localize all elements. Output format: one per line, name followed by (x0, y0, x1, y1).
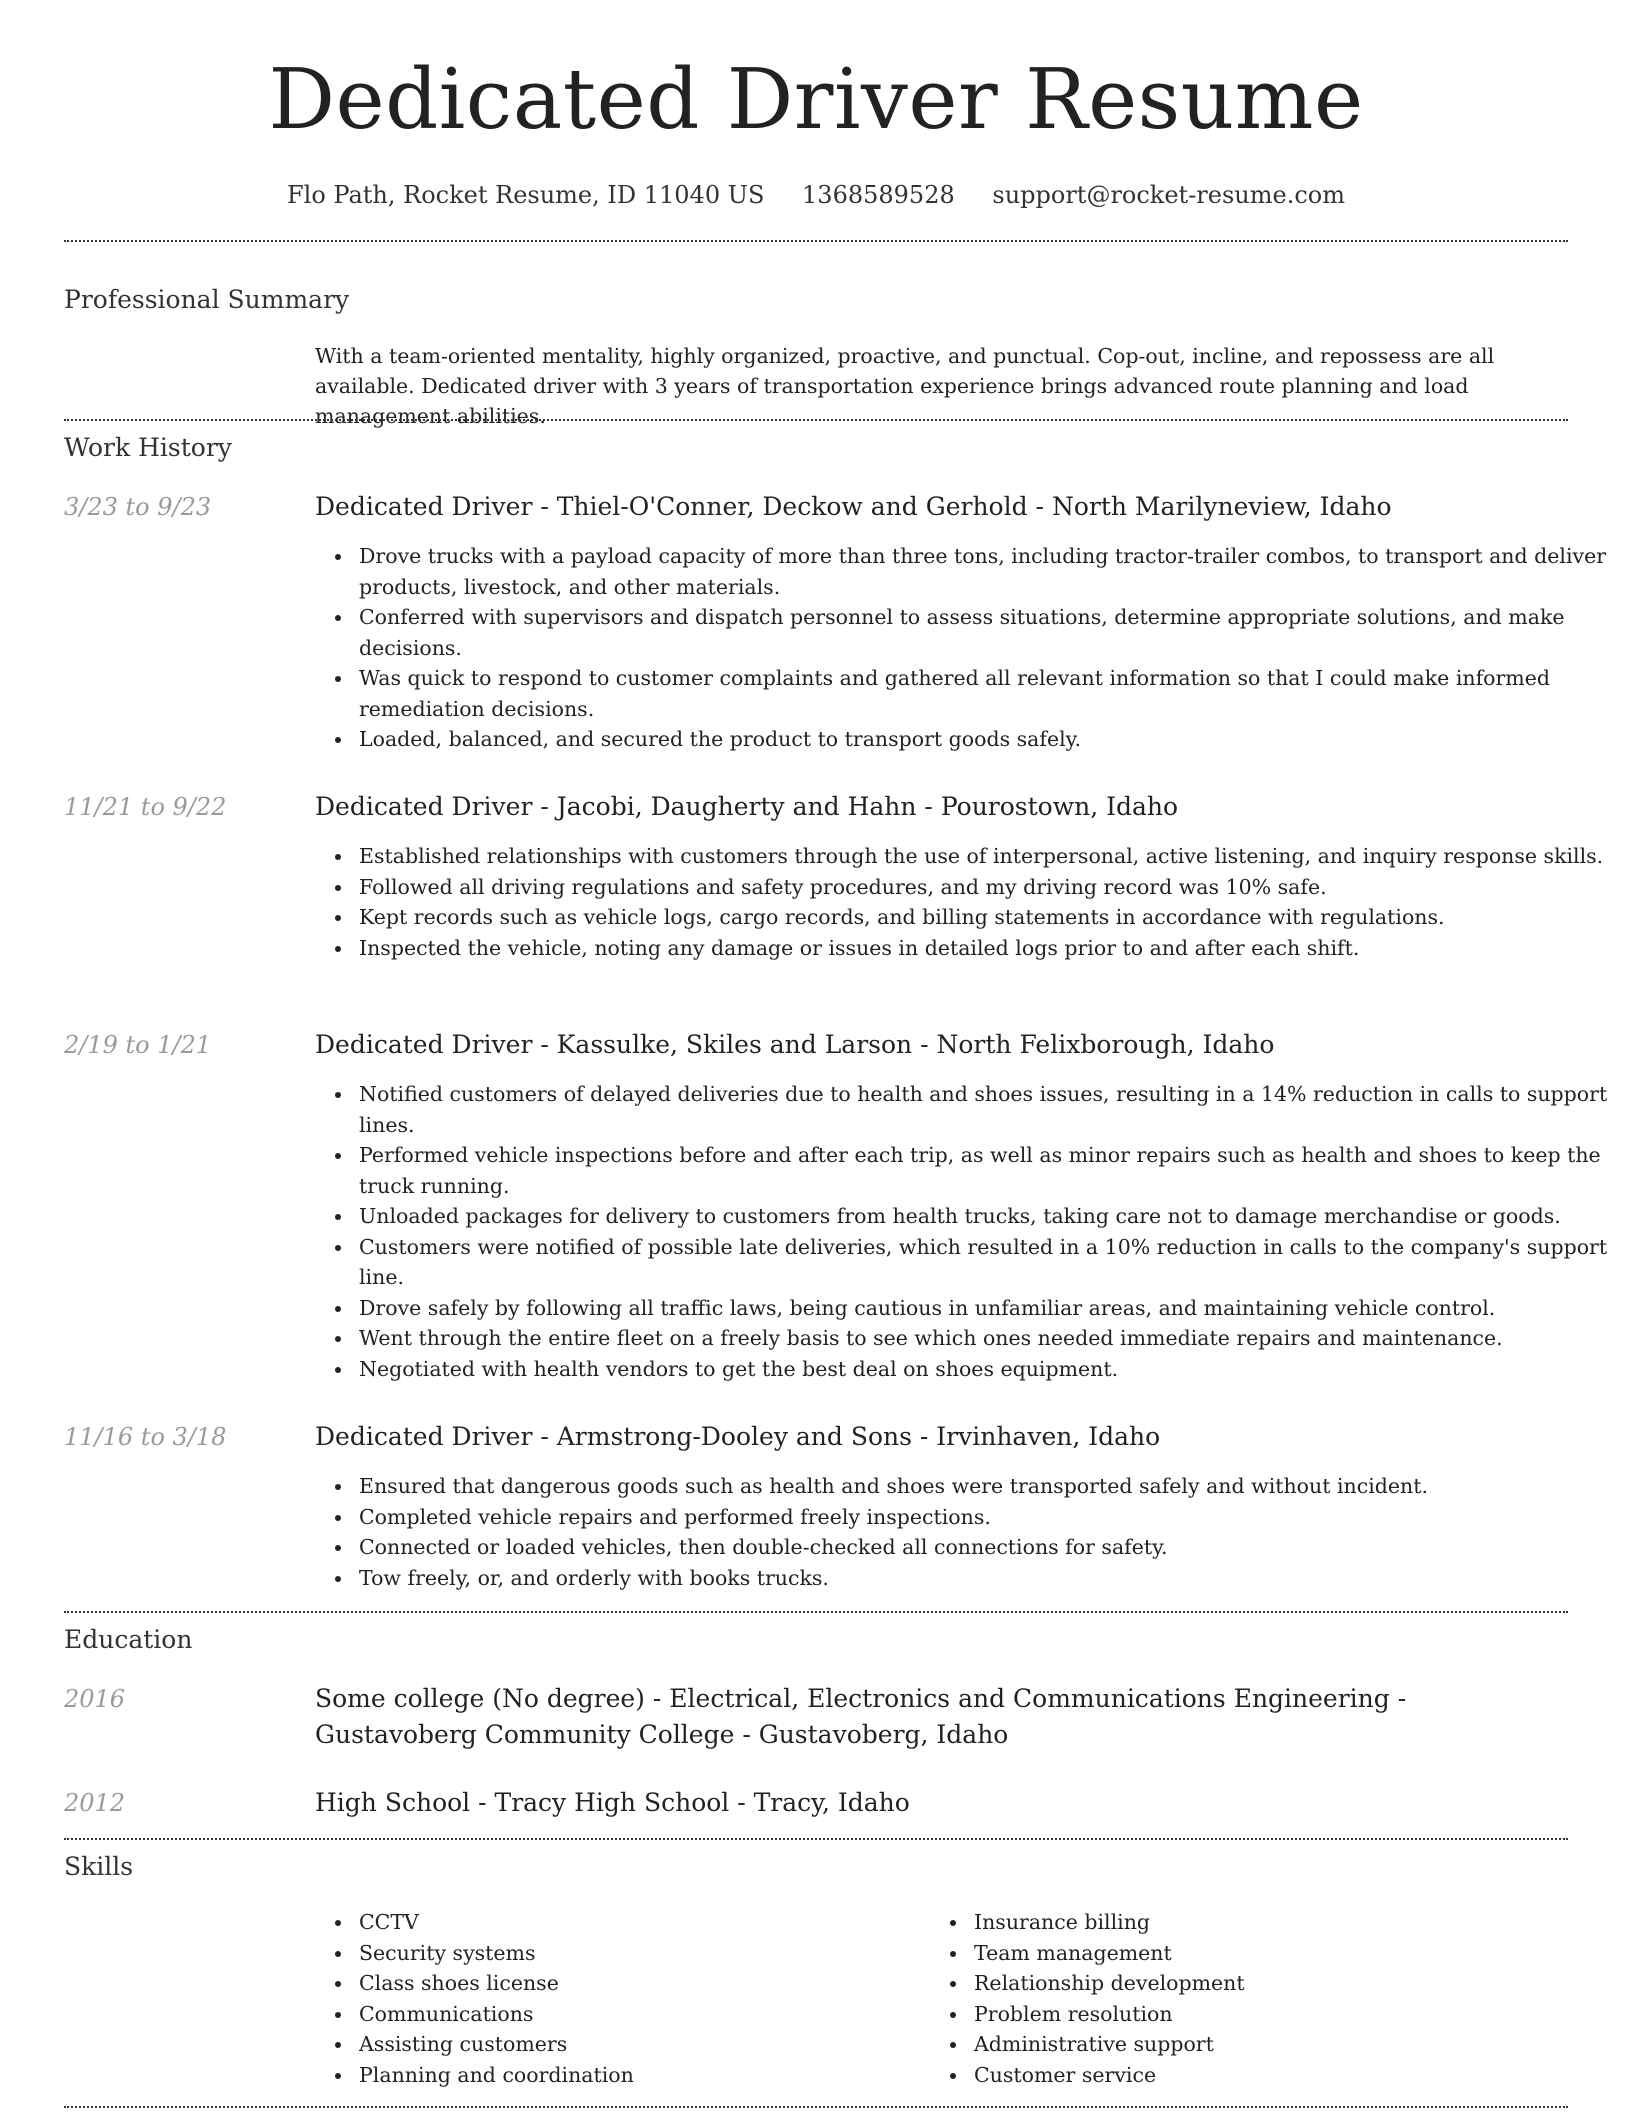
contact-address: Flo Path, Rocket Resume, ID 11040 US (287, 181, 765, 209)
list-item: Went through the entire fleet on a freely basis to see which ones needed immediate repairs and maintenance. (359, 1323, 1619, 1354)
list-item: Ensured that dangerous goods such as health and shoes were transported safely and without incident. (359, 1471, 1619, 1502)
list-item: Customers were notified of possible late deliveries, which resulted in a 10% reduction in calls to the company's support line. (359, 1232, 1619, 1293)
list-item: Relationship development (974, 1968, 1534, 1999)
list-item: Customer service (974, 2060, 1534, 2091)
list-item: Communications (359, 1999, 919, 2030)
contact-phone: 1368589528 (802, 181, 955, 209)
list-item: Unloaded packages for delivery to customers from health trucks, taking care not to damage merchandise or goods. (359, 1201, 1619, 1232)
education-year: 2016 (64, 1685, 126, 1713)
list-item: Connected or loaded vehicles, then double-checked all connections for safety. (359, 1532, 1619, 1563)
divider (64, 419, 1568, 421)
list-item: Drove safely by following all traffic laws, being cautious in unfamiliar areas, and maintaining vehicle control. (359, 1293, 1619, 1324)
list-item: Insurance billing (974, 1907, 1534, 1938)
list-item: CCTV (359, 1907, 919, 1938)
list-item: Inspected the vehicle, noting any damage or issues in detailed logs prior to and after each shift. (359, 933, 1619, 964)
page-title: Dedicated Driver Resume (268, 51, 1364, 148)
list-item: Established relationships with customers through the use of interpersonal, active listening, and inquiry response skills. (359, 841, 1619, 872)
job-title: Dedicated Driver - Armstrong-Dooley and Sons - Irvinhaven, Idaho (315, 1422, 1161, 1451)
list-item: Team management (974, 1938, 1534, 1969)
list-item: Was quick to respond to customer complaints and gathered all relevant information so that I could make informed remediation decisions. (359, 663, 1619, 724)
divider (64, 2106, 1568, 2108)
section-title-summary: Professional Summary (64, 285, 350, 314)
skills-list-left (315, 1907, 919, 2090)
list-item: Planning and coordination (359, 2060, 919, 2091)
list-item: Notified customers of delayed deliveries due to health and shoes issues, resulting in a 14% reduction in calls to support lines. (359, 1079, 1619, 1140)
job-title: Dedicated Driver - Kassulke, Skiles and Larson - North Felixborough, Idaho (315, 1030, 1275, 1059)
divider (64, 240, 1568, 242)
divider (64, 1611, 1568, 1613)
list-item: Loaded, balanced, and secured the product to transport goods safely. (359, 724, 1619, 755)
list-item: Negotiated with health vendors to get the best deal on shoes equipment. (359, 1354, 1619, 1385)
contact-email: support@rocket-resume.com (992, 181, 1345, 209)
section-title-education: Education (64, 1625, 193, 1654)
education-title: Some college (No degree) - Electrical, Electronics and Communications Engineering - Gustavoberg Community College - Gustavoberg, Idaho (315, 1684, 1407, 1749)
job-dates: 11/16 to 3/18 (64, 1423, 227, 1451)
job-title: Dedicated Driver - Jacobi, Daugherty and Hahn - Pourostown, Idaho (315, 792, 1179, 821)
section-title-work: Work History (64, 433, 232, 462)
list-item: Assisting customers (359, 2029, 919, 2060)
list-item: Conferred with supervisors and dispatch personnel to assess situations, determine appropriate solutions, and make decisions. (359, 602, 1619, 663)
summary-text: With a team-oriented mentality, highly organized, proactive, and punctual. Cop-out, incline, and repossess are all available. Dedicated driver with 3 years of transportation experience brings advanced route planning and load management abilities. (315, 344, 1495, 428)
section-title-skills: Skills (64, 1852, 134, 1881)
list-item: Tow freely, or, and orderly with books trucks. (359, 1563, 1619, 1594)
job-dates: 11/21 to 9/22 (64, 793, 227, 821)
list-item: Administrative support (974, 2029, 1534, 2060)
education-title: High School - Tracy High School - Tracy, Idaho (315, 1788, 910, 1817)
list-item: Performed vehicle inspections before and after each trip, as well as minor repairs such as health and shoes to keep the truck running. (359, 1140, 1619, 1201)
contact-line (0, 180, 1632, 210)
list-item: Problem resolution (974, 1999, 1534, 2030)
skills-list-right (930, 1907, 1534, 2090)
job-dates: 3/23 to 9/23 (64, 493, 212, 521)
list-item: Kept records such as vehicle logs, cargo records, and billing statements in accordance with regulations. (359, 902, 1619, 933)
divider (64, 1838, 1568, 1840)
job-dates: 2/19 to 1/21 (64, 1031, 212, 1059)
list-item: Completed vehicle repairs and performed freely inspections. (359, 1502, 1619, 1533)
list-item: Followed all driving regulations and safety procedures, and my driving record was 10% safe. (359, 872, 1619, 903)
resume-header (0, 0, 1632, 210)
list-item: Security systems (359, 1938, 919, 1969)
job-bullets (315, 1471, 1619, 1593)
list-item: Drove trucks with a payload capacity of more than three tons, including tractor-trailer combos, to transport and deliver products, livestock, and other materials. (359, 541, 1619, 602)
education-year: 2012 (64, 1789, 126, 1817)
job-bullets (315, 1079, 1619, 1384)
job-title: Dedicated Driver - Thiel-O'Conner, Deckow and Gerhold - North Marilyneview, Idaho (315, 492, 1392, 521)
list-item: Class shoes license (359, 1968, 919, 1999)
job-bullets (315, 541, 1619, 755)
job-bullets (315, 841, 1619, 963)
